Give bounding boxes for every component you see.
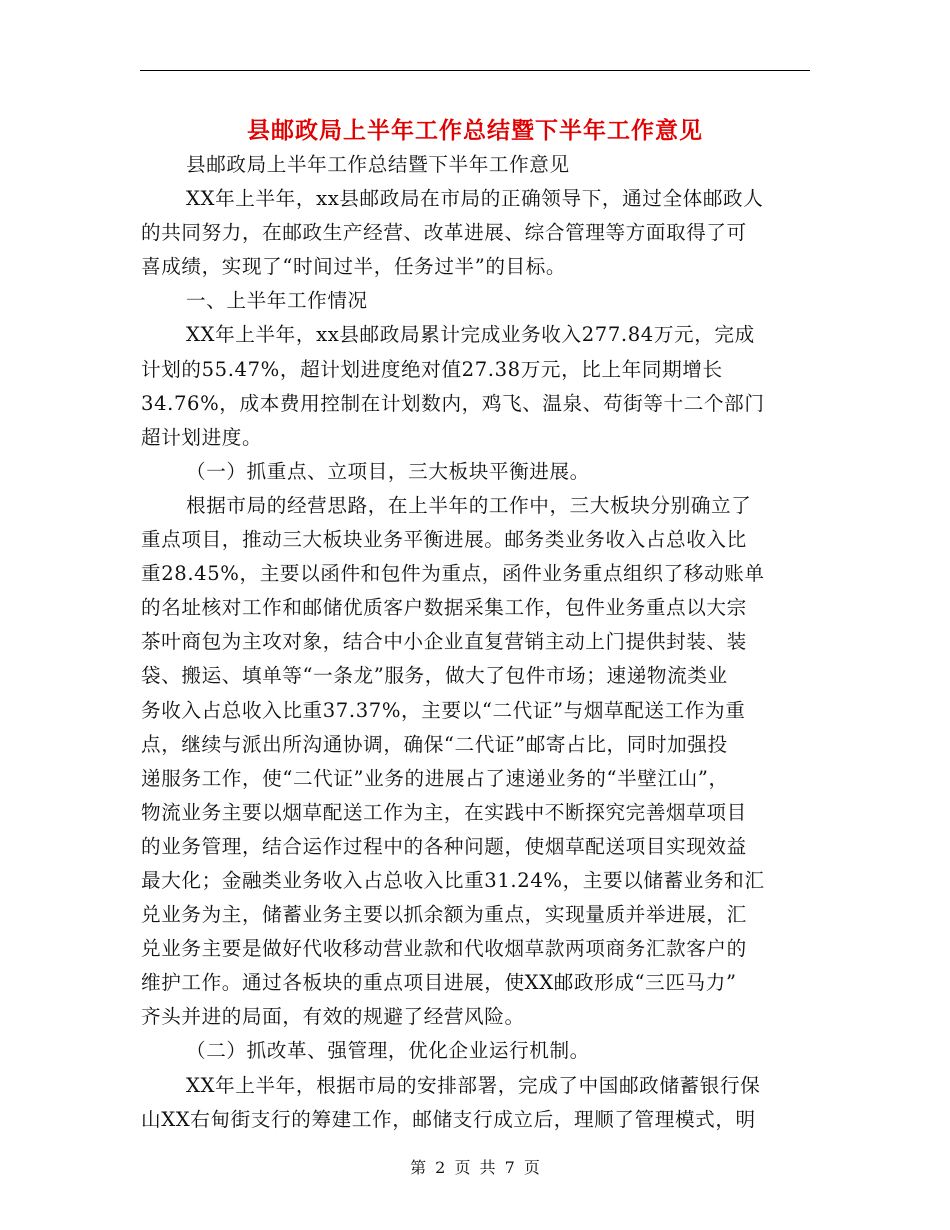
header-rule: [140, 70, 810, 71]
paragraph: [141, 489, 811, 1035]
text-line: 的共同努力，在邮政生产经营、改革进展、综合管理等方面取得了可: [141, 221, 747, 245]
text-line: 的名址核对工作和邮储优质客户数据采集工作，包件业务重点以大宗: [141, 596, 747, 620]
paragraph: [141, 1069, 811, 1137]
paragraph: [141, 455, 811, 489]
text-line: 34.76%，成本费用控制在计划数内，鸡飞、温泉、苟街等十二个部门: [141, 391, 765, 415]
text-line: 齐头并进的局面，有效的规避了经营风险。: [141, 1005, 525, 1029]
text-line: 超计划进度。: [141, 425, 263, 449]
text-line: 计划的55.47%，超计划进度绝对值27.38万元，比上年同期增长: [141, 357, 723, 381]
text-line: 物流业务主要以烟草配送工作为主，在实践中不断探究完善烟草项目: [141, 800, 747, 824]
document-body: [141, 148, 811, 1137]
page-footer: 第 2 页 共 7 页: [410, 1158, 540, 1177]
text-line: 山XX右甸街支行的筹建工作，邮储支行成立后，理顺了管理模式，明: [141, 1107, 756, 1131]
text-line: 重点项目，推动三大板块业务平衡进展。邮务类业务收入占总收入比: [141, 528, 747, 552]
text-line: 的业务管理，结合运作过程中的各种问题，使烟草配送项目实现效益: [141, 834, 747, 858]
paragraph: [141, 182, 811, 284]
text-line: XX年上半年，根据市局的安排部署，完成了中国邮政储蓄银行保: [186, 1073, 761, 1097]
text-line: 县邮政局上半年工作总结暨下半年工作意见: [186, 153, 570, 176]
text-line: 喜成绩，实现了“时间过半，任务过半”的目标。: [141, 255, 567, 279]
text-line: 维护工作。通过各板块的重点项目进展，使XX邮政形成“三匹马力”: [141, 971, 737, 995]
text-line: 重28.45%，主要以函件和包件为重点，函件业务重点组织了移动账单: [141, 562, 765, 586]
paragraph: [141, 318, 811, 454]
paragraph: [141, 284, 811, 318]
text-line: XX年上半年，xx县邮政局在市局的正确领导下，通过全体邮政人: [186, 187, 764, 211]
paragraph: [141, 1034, 811, 1068]
text-line: 务收入占总收入比重37.37%，主要以“二代证”与烟草配送工作为重: [141, 698, 746, 722]
text-line: 茶叶商包为主攻对象，结合中小企业直复营销主动上门提供封装、装: [141, 630, 747, 654]
text-line: 兑业务主要是做好代收移动营业款和代收烟草款两项商务汇款客户的: [141, 937, 747, 961]
document-title: 县邮政局上半年工作总结暨下半年工作意见: [247, 117, 703, 144]
text-line: 兑业务为主，储蓄业务主要以抓余额为重点，实现量质并举进展，汇: [141, 903, 747, 927]
text-line: 袋、搬运、填单等“一条龙”服务，做大了包件市场；速递物流类业: [141, 664, 728, 688]
text-line: 一、上半年工作情况: [186, 289, 368, 313]
text-line: （二）抓改革、强管理，优化企业运行机制。: [186, 1039, 590, 1063]
text-line: 递服务工作，使“二代证”业务的进展占了速递业务的“半壁江山”，: [141, 766, 729, 790]
text-line: （一）抓重点、立项目，三大板块平衡进展。: [186, 459, 590, 483]
text-line: XX年上半年，xx县邮政局累计完成业务收入277.84万元，完成: [186, 323, 755, 347]
text-line: 最大化；金融类业务收入占总收入比重31.24%，主要以储蓄业务和汇: [141, 868, 765, 892]
paragraph: [141, 148, 811, 182]
text-line: 根据市局的经营思路，在上半年的工作中，三大板块分别确立了: [186, 493, 752, 517]
text-line: 点，继续与派出所沟通协调，确保“二代证”邮寄占比，同时加强投: [141, 732, 728, 756]
